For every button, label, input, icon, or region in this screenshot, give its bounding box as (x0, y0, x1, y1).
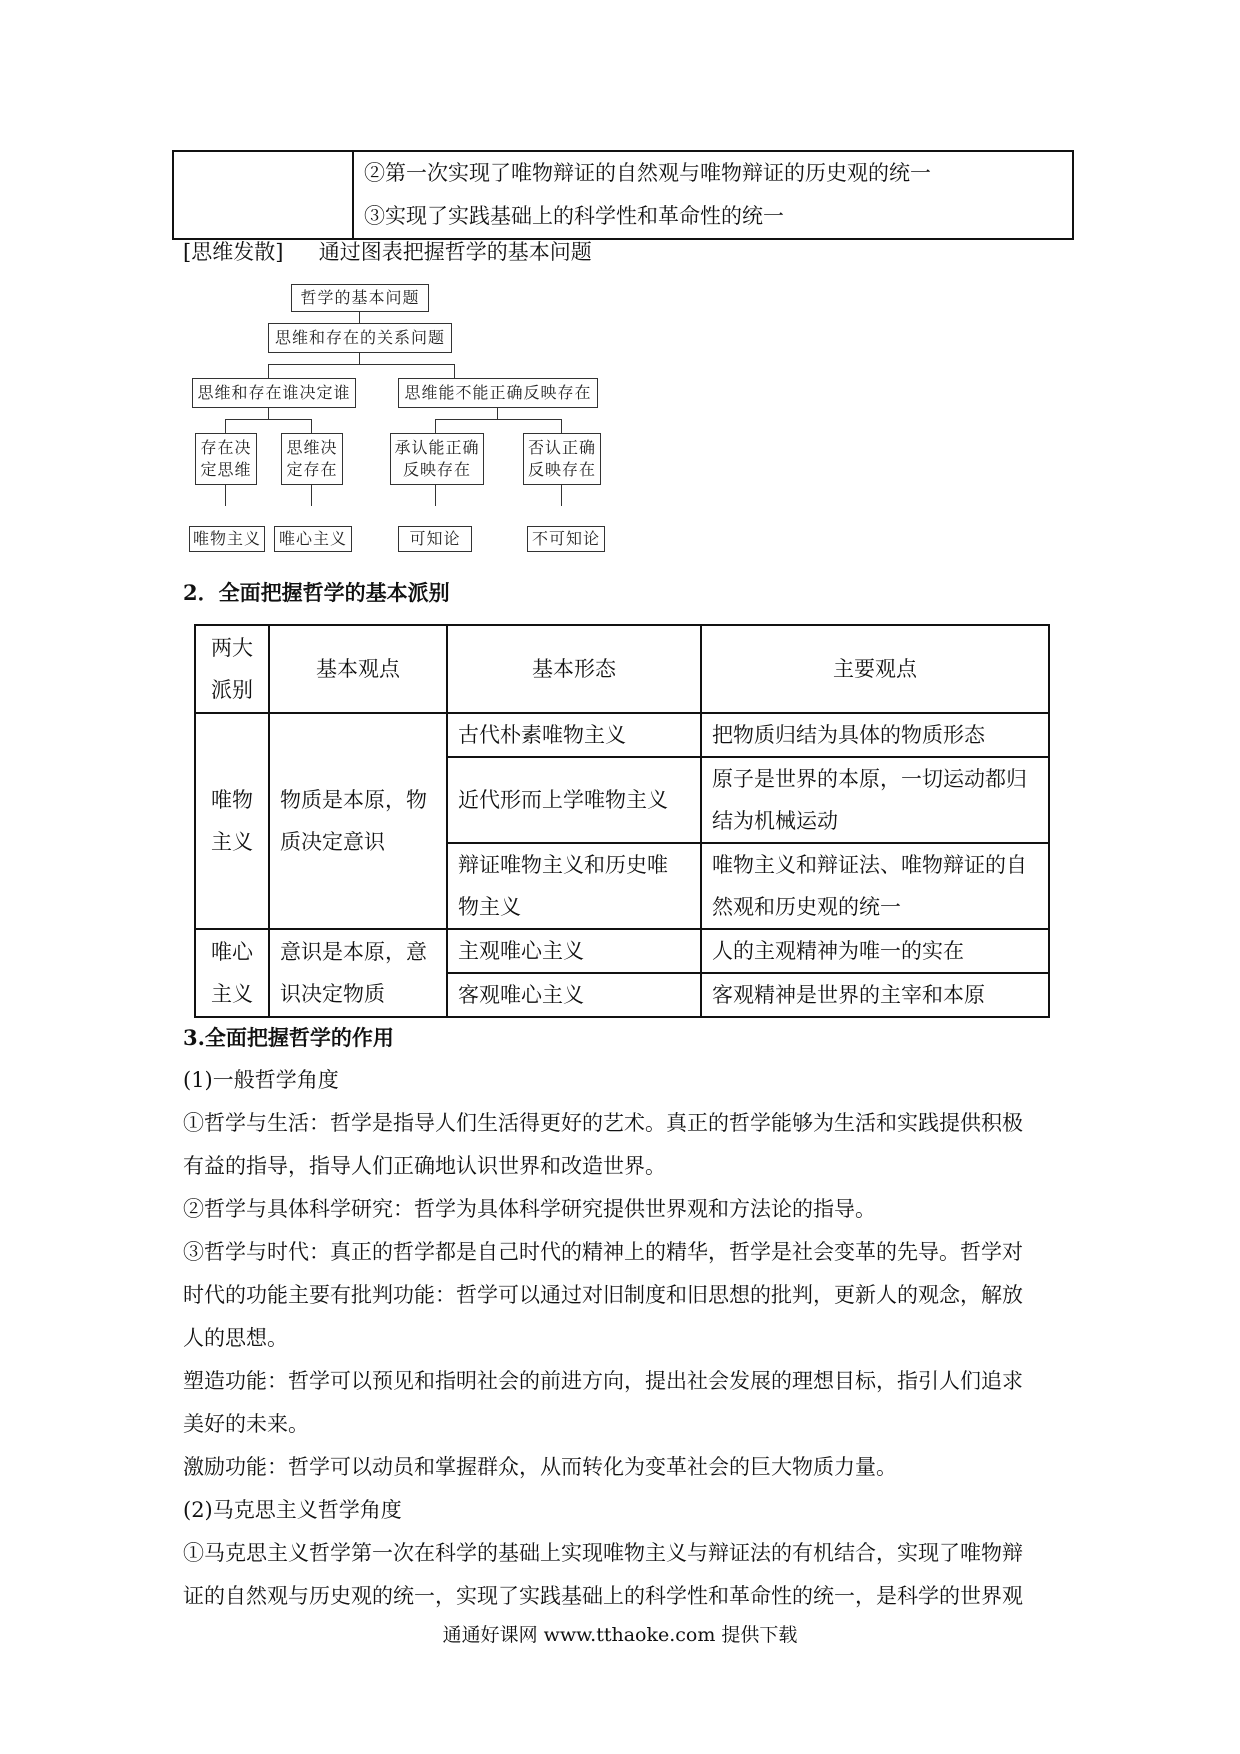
tree-level4-idealism: 唯心主义 (274, 526, 352, 552)
table-row: 古代朴素唯物主义 (447, 713, 701, 757)
tree-level4-agnosticism-no: 可知论 (398, 526, 472, 552)
tree-level3-being-decides: 存在决 定思维 (195, 433, 257, 485)
table-row: 客观精神是世界的主宰和本原 (701, 973, 1049, 1017)
section3-p2: ②哲学与具体科学研究：哲学为具体科学研究提供世界观和方法论的指导。 (183, 1197, 876, 1221)
table-row: 人的主观精神为唯一的实在 (701, 929, 1049, 973)
top-table-fragment (172, 150, 1074, 240)
header-main-view: 主要观点 (701, 625, 1049, 713)
section3-p6: ①马克思主义哲学第一次在科学的基础上实现唯物主义与辩证法的有机结合，实现了唯物辩 证的自然观与历史观的统一，实现了实践基础上的科学性和革命性的统一，是科学的世界观 (183, 1541, 1023, 1608)
page-footer: 通通好课网 www.tthaoke.com 提供下载 (442, 1624, 798, 1646)
tree-level2-reflect: 思维能不能正确反映存在 (398, 378, 598, 408)
table-row: 客观唯心主义 (447, 973, 701, 1017)
tree-level4-agnosticism: 不可知论 (527, 526, 605, 552)
idealism-name: 唯心 主义 (195, 929, 269, 1017)
tree-level1: 思维和存在的关系问题 (268, 323, 452, 353)
top-table-row-3: ③实现了实践基础上的科学性和革命性的统一 (364, 204, 784, 228)
section3-p3: ③哲学与时代：真正的哲学都是自己时代的精神上的精华，哲学是社会变革的先导。哲学对 时代的功能主要有批判功能：哲学可以通过对旧制度和旧思想的批判，更新人的观念，解放 人的思想。 (183, 1240, 1023, 1350)
tree-level4-materialism: 唯物主义 (189, 526, 265, 552)
section3-sub1: (1)一般哲学角度 (183, 1068, 339, 1092)
section3-p4: 塑造功能：哲学可以预见和指明社会的前进方向，提出社会发展的理想目标，指引人们追求 美好的未来。 (183, 1369, 1023, 1436)
table-row: 近代形而上学唯物主义 (447, 757, 701, 843)
philosophy-schools-table (194, 624, 1050, 1018)
thinking-title: 通过图表把握哲学的基本问题 (318, 240, 592, 264)
table-row: 唯物主义和辩证法、唯物辩证的自 然观和历史观的统一 (701, 843, 1049, 929)
header-basic-view: 基本观点 (269, 625, 447, 713)
header-basic-form: 基本形态 (447, 625, 701, 713)
top-table-empty-cell (173, 151, 353, 239)
table-row: 原子是世界的本原，一切运动都归 结为机械运动 (701, 757, 1049, 843)
section3-sub2: (2)马克思主义哲学角度 (183, 1498, 402, 1522)
section3-p5: 激励功能：哲学可以动员和掌握群众，从而转化为变革社会的巨大物质力量。 (183, 1455, 897, 1479)
section3-p1: ①哲学与生活：哲学是指导人们生活得更好的艺术。真正的哲学能够为生活和实践提供积极 有益的指导，指导人们正确地认识世界和改造世界。 (183, 1111, 1023, 1178)
materialism-basic-view: 物质是本原，物 质决定意识 (269, 713, 447, 929)
top-table-content-cell (353, 151, 1073, 239)
tree-level3-cannot-reflect: 否认正确 反映存在 (523, 433, 601, 485)
section3-heading: 3.全面把握哲学的作用 (183, 1025, 394, 1050)
top-table-row-2: ②第一次实现了唯物辩证的自然观与唯物辩证的历史观的统一 (364, 161, 931, 185)
tree-level2-who-decides: 思维和存在谁决定谁 (192, 378, 356, 408)
idealism-basic-view: 意识是本原，意 识决定物质 (269, 929, 447, 1017)
materialism-name: 唯物 主义 (195, 713, 269, 929)
tree-root: 哲学的基本问题 (291, 284, 429, 312)
thinking-heading (183, 237, 592, 267)
section2-heading: 2．全面把握哲学的基本派别 (183, 580, 450, 605)
philosophy-question-tree (186, 282, 616, 554)
header-two-schools: 两大 派别 (195, 625, 269, 713)
table-row: 辩证唯物主义和历史唯 物主义 (447, 843, 701, 929)
table-row: 主观唯心主义 (447, 929, 701, 973)
tree-level3-can-reflect: 承认能正确 反映存在 (390, 433, 484, 485)
table-row: 把物质归结为具体的物质形态 (701, 713, 1049, 757)
thinking-label: [思维发散] (183, 240, 284, 264)
tree-level3-thinking-decides: 思维决 定存在 (281, 433, 343, 485)
